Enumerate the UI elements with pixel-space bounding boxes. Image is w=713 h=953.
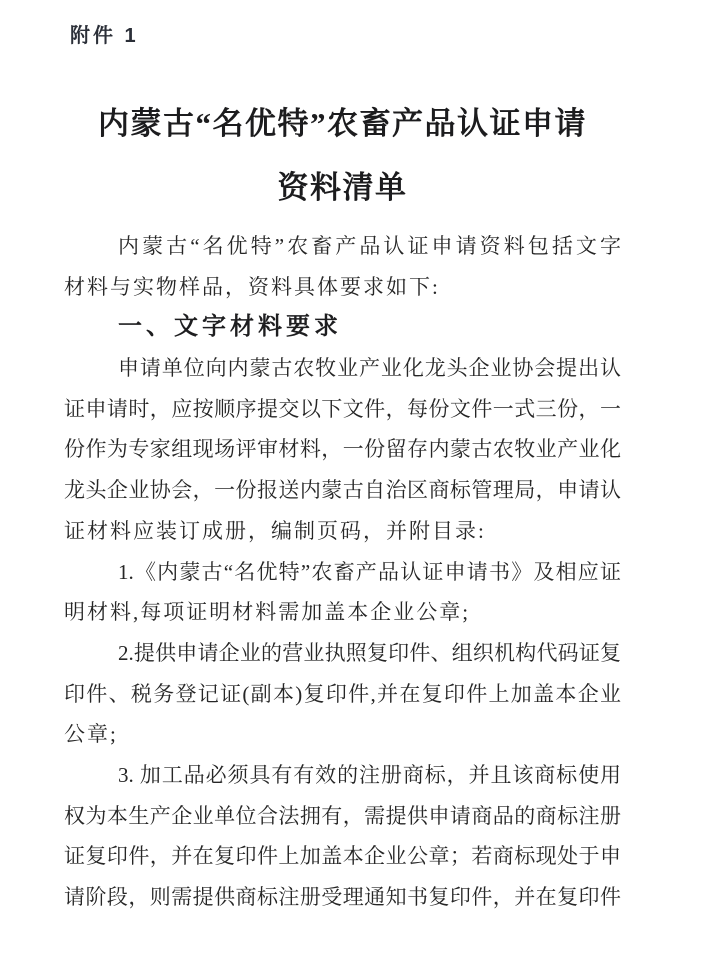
- section-heading: 一、文字材料要求: [118, 313, 342, 341]
- text-line: 请阶段，则需提供商标注册受理通知书复印件，并在复印件: [64, 885, 621, 909]
- text-line: 证复印件，并在复印件上加盖本企业公章；若商标现处于申: [64, 844, 621, 869]
- text-line: 公章;: [64, 722, 118, 747]
- document-title: [0, 92, 713, 220]
- text-line: 龙头企业协会，一份报送内蒙古自治区商标管理局，申请认: [64, 478, 621, 503]
- text-line: 证申请时，应按顺序提交以下文件，每份文件一式三份，一: [64, 396, 621, 421]
- text-line: 内蒙古“名优特”农畜产品认证申请资料包括文字: [118, 234, 621, 258]
- text-line: 明材料,每项证明材料需加盖本企业公章;: [64, 600, 471, 625]
- attachment-label: 附件 1: [70, 25, 139, 47]
- document-title-line2: 资料清单: [277, 170, 408, 205]
- document-title-line1: 内蒙古“名优特”农畜产品认证申请: [98, 106, 587, 141]
- text-line: 3. 加工品必须具有有效的注册商标，并且该商标使用: [118, 762, 621, 787]
- text-line: 2.提供申请企业的营业执照复印件、组织机构代码证复: [118, 640, 621, 665]
- text-line: 份作为专家组现场评审材料，一份留存内蒙古农牧业产业化: [64, 437, 621, 462]
- text-line: 权为本生产企业单位合法拥有，需提供申请商品的商标注册: [64, 803, 621, 828]
- text-line: 申请单位向内蒙古农牧业产业化龙头企业协会提出认: [118, 356, 621, 381]
- text-line: 印件、税务登记证(副本)复印件,并在复印件上加盖本企业: [64, 681, 621, 706]
- text-line: 1.《内蒙古“名优特”农畜产品认证申请书》及相应证: [118, 559, 621, 584]
- document-body: [0, 226, 713, 918]
- text-line: 证材料应装订成册，编制页码，并附目录:: [64, 518, 486, 543]
- text-line: 材料与实物样品，资料具体要求如下:: [64, 274, 440, 299]
